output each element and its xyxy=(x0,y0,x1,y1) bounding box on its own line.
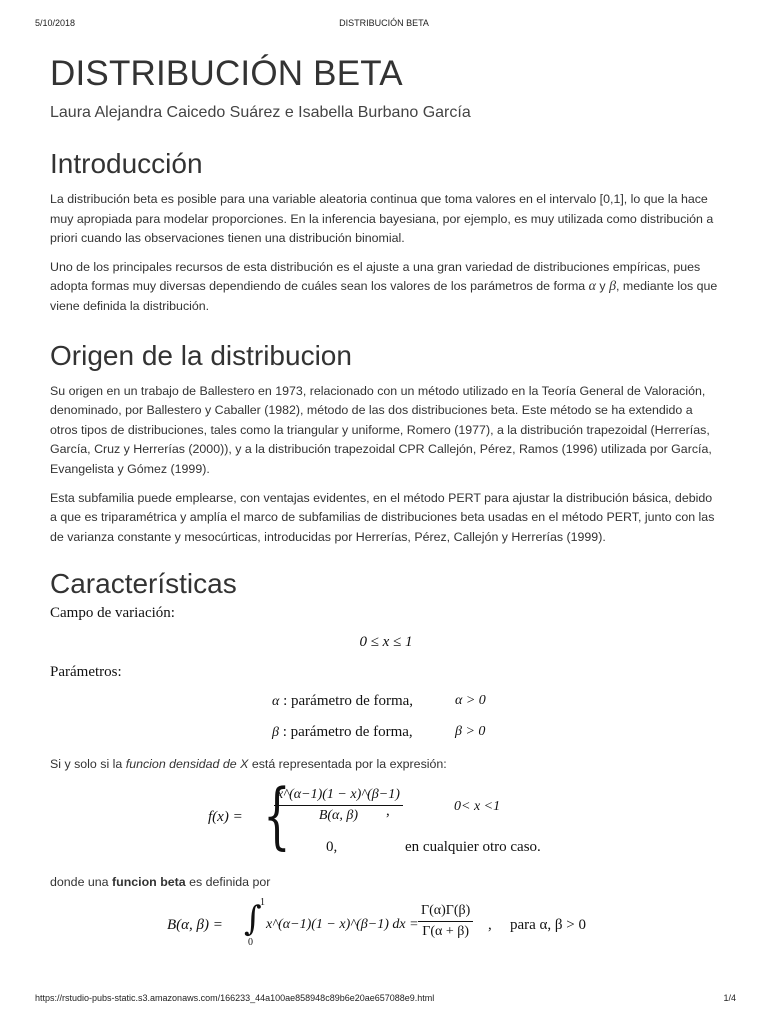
origin-paragraph-1: Su origen en un trabajo de Ballestero en 1973, relacionado con un método utilizado en la Teoría General de Valoración, denominado, por Ballestero y Caballer (1982), método de las dos distribuciones beta. Este método se ha extendido a otros tipos de distribuciones, tales como la triangular y uniforme, Romero (1977), a la distribución trapezoidal (Herrerías, García, Cruz y Herrerías (2000)), y a la distribución trapezoidal CPR Callejón, Pérez, Ramos (1996) utilizada por García, Evangelista y Gómez (1999). xyxy=(50,383,712,476)
section-heading-intro: Introducción xyxy=(50,148,203,179)
intro-p2-and: y xyxy=(595,279,610,294)
beta-def-a: donde una xyxy=(50,874,113,889)
fx-numerator: x^(α−1)(1 − x)^(β−1) xyxy=(274,787,403,806)
gamma-fraction xyxy=(418,903,473,940)
density-equation: f(x) = { $\frac{x\^{}(\alpha-1)(1 - x)\^{}(\beta-1)}{B(\alpha, \beta)}$ , 0< x <1 0, en cualquier otro caso. xyxy=(208,772,541,857)
beta-def-c: es definida por xyxy=(185,874,271,889)
alpha-param-text: : parámetro de forma, xyxy=(279,693,414,710)
beta-def-sentence xyxy=(50,873,722,893)
beta-integrand: x^(α−1)(1 − x)^(β−1) dx = xyxy=(266,916,419,932)
intro-p2-tail: , mediante los que viene definida la distribución. xyxy=(50,279,718,313)
fx-zero: 0, xyxy=(326,838,338,855)
alpha-symbol: α xyxy=(588,279,596,295)
beta-condition: para α, β > 0 xyxy=(510,916,587,933)
gamma-numerator: Γ(α)Γ(β) xyxy=(418,903,473,922)
fx-denominator: B(α, β) xyxy=(318,807,359,823)
intro-paragraph-1: La distribución beta es posible para una variable aleatoria continua que toma valores en el intervalo [0,1], lo que la hace muy apropiada para modelar proporciones. En la inferencia bayesiana, por ejemplo, es muy utilizada como distribución a priori cuando las observaciones tienen una distribución binomial. xyxy=(50,192,714,246)
params-label: Parámetros: xyxy=(50,664,122,681)
integral-upper: 1 xyxy=(260,896,265,908)
intro-p2-text: Uno de los principales recursos de esta distribución es el ajuste a una gran variedad de distribuciones empíricas, pues adopta formas muy diversas dependiendo de cuáles sean los valores de los parámetros de forma xyxy=(50,259,701,294)
beta-param-line xyxy=(50,724,722,741)
origin-paragraph-2: Esta subfamilia puede emplearse, con ventajas evidentes, en el método PERT para ajustar la distribución básica, debido a que es triparamétrica y amplía el marco de subfamilias de distribuciones beta usadas en el método PERT, junto con las de varianza constante y mesocúrticas, introducidas por Herrerías, Pérez, Callejón y Herrerías (1999). xyxy=(50,490,715,544)
beta-lhs: B(α, β) = xyxy=(167,916,223,933)
section-heading-characteristics: Características xyxy=(50,568,237,600)
intro-paragraph-2 xyxy=(50,258,722,317)
print-title: DISTRIBUCIÓN BETA xyxy=(339,18,429,28)
integral-sign: ∫ xyxy=(244,898,262,939)
density-emph: funcion densidad de X xyxy=(125,757,249,772)
alpha-param-cond: α > 0 xyxy=(455,693,486,709)
beta-param-text: : parámetro de forma, xyxy=(278,724,413,741)
authors: Laura Alejandra Caicedo Suárez e Isabella Burbano García xyxy=(50,104,471,121)
fx-fraction xyxy=(274,787,403,824)
alpha-param-line xyxy=(50,693,722,710)
density-text-a: Si y solo si la xyxy=(50,757,126,772)
fx-case-2: en cualquier otro caso. xyxy=(405,838,541,855)
campo-eq-text: 0 ≤ x ≤ 1 xyxy=(359,634,413,651)
print-date: 5/10/2018 xyxy=(35,18,76,28)
beta-function-equation: B(α, β) = ∫ 1 0 x^(α−1)(1 − x)^(β−1) dx = $\frac{\Gamma(\alpha)\Gamma(\beta)}{\Gamma(\alpha + \beta)}$ , para α, β > 0 xyxy=(167,896,587,948)
fx-lhs: f(x) = xyxy=(208,808,243,825)
beta-def-bold: funcion beta xyxy=(112,874,186,889)
integral-lower: 0 xyxy=(248,936,253,948)
page-number: 1/4 xyxy=(723,993,736,1003)
campo-label: Campo de variación: xyxy=(50,605,175,622)
density-sentence xyxy=(50,755,722,775)
gamma-denominator: Γ(α + β) xyxy=(422,923,470,939)
section-heading-origin: Origen de la distribucion xyxy=(50,339,352,371)
beta-param-sym: β xyxy=(272,725,279,741)
alpha-param-sym: α xyxy=(272,694,280,710)
fx-case-1: 0< x <1 xyxy=(454,798,501,814)
page-title: DISTRIBUCIÓN BETA xyxy=(50,54,403,93)
campo-equation xyxy=(50,634,722,651)
source-url: https://rstudio-pubs-static.s3.amazonaws.com/166233_44a100ae858948c89b6e20ae657088e9.html xyxy=(35,993,435,1003)
beta-param-cond: β > 0 xyxy=(455,724,486,740)
density-text-b: está representada por la expresión: xyxy=(248,757,447,772)
left-brace: { xyxy=(263,772,291,857)
beta-symbol: β xyxy=(609,279,617,295)
document-content xyxy=(50,52,722,953)
